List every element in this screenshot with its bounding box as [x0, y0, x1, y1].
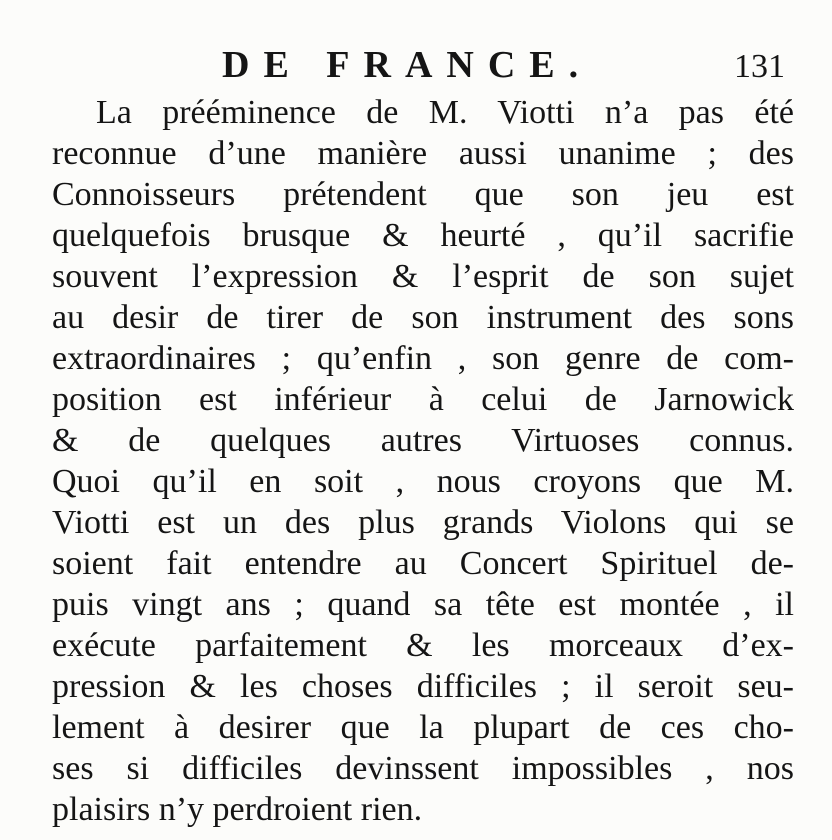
- text-line: Quoi qu’il en soit , nous croyons que M.: [52, 463, 794, 500]
- text-line: lement à desirer que la plupart de ces cho-: [52, 709, 794, 746]
- page-header: [0, 40, 832, 90]
- text-line: position est inférieur à celui de Jarnowick: [52, 381, 794, 418]
- text-line: reconnue d’une manière aussi unanime ; des: [52, 135, 794, 172]
- text-line: puis vingt ans ; quand sa tête est montée , il: [52, 586, 794, 623]
- text-line: soient fait entendre au Concert Spirituel de-: [52, 545, 794, 582]
- text-line: pression & les choses difficiles ; il seroit seu-: [52, 668, 794, 705]
- text-line: extraordinaires ; qu’enfin , son genre de com-: [52, 340, 794, 377]
- page-number: 131: [734, 48, 785, 85]
- text-line: plaisirs n’y perdroient rien.: [52, 791, 423, 828]
- text-line: souvent l’expression & l’esprit de son sujet: [52, 258, 794, 295]
- text-line: exécute parfaitement & les morceaux d’ex-: [52, 627, 794, 664]
- text-line: quelquefois brusque & heurté , qu’il sacrifie: [52, 217, 794, 254]
- text-line: Connoisseurs prétendent que son jeu est: [52, 176, 794, 213]
- text-line: au desir de tirer de son instrument des sons: [52, 299, 794, 336]
- text-line: Viotti est un des plus grands Violons qui se: [52, 504, 794, 541]
- running-title: DE FRANCE.: [222, 44, 593, 86]
- text-line: ses si difficiles devinssent impossibles , nos: [52, 750, 794, 787]
- text-line: La prééminence de M. Viotti n’a pas été: [96, 94, 794, 131]
- text-line: & de quelques autres Virtuoses connus.: [52, 422, 794, 459]
